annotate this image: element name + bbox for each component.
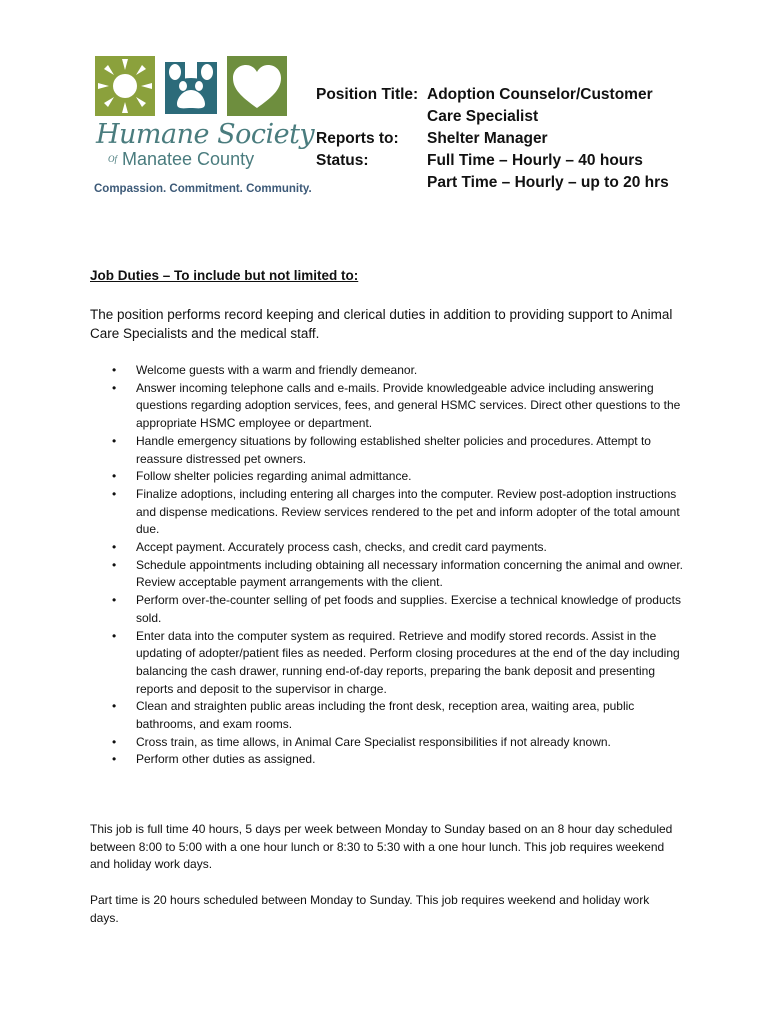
- list-item: • Handle emergency situations by following established shelter policies and procedures. Attempt to reassure distressed pet owners.: [90, 433, 690, 468]
- reports-to-row: [316, 128, 669, 150]
- list-item: • Clean and straighten public areas including the front desk, reception area, waiting area, public bathrooms, and exam rooms.: [90, 698, 690, 733]
- logo-icons: [95, 56, 287, 118]
- status-label: Status:: [316, 152, 369, 169]
- paw-icon: [161, 56, 221, 116]
- list-item: • Answer incoming telephone calls and e-mails. Provide knowledgeable advice including answering questions regarding adoption services, fees, and general HSMC services. Direct other questions to the appropriate HSMC employee or department.: [90, 380, 690, 433]
- position-title-row: [316, 84, 669, 128]
- logo-of: Of: [108, 154, 117, 164]
- list-item: • Welcome guests with a warm and friendly demeanor.: [90, 362, 690, 380]
- list-item: • Cross train, as time allows, in Animal Care Specialist responsibilities if not already known.: [90, 734, 690, 752]
- job-duties-heading: Job Duties – To include but not limited to:: [90, 268, 359, 283]
- logo-name: Humane Society: [96, 119, 315, 150]
- list-item: • Finalize adoptions, including entering all charges into the computer. Review post-adoption instructions and dispense medications. Review services rendered to the pet and inform adopter of the total amount due.: [90, 486, 690, 539]
- organization-logo: [92, 56, 315, 196]
- list-item: • Schedule appointments including obtaining all necessary information concerning the animal and owner. Review acceptable payment arrangements with the client.: [90, 557, 690, 592]
- intro-paragraph: The position performs record keeping and clerical duties in addition to providing support to Animal Care Specialists and the medical staff.: [90, 307, 673, 341]
- list-item: • Enter data into the computer system as required. Retrieve and modify stored records. Assist in the updating of adopter/patient files as needed. Perform closing procedures at the end of the day including balancing the cash drawer, running end-of-day reports, preparing the bank deposit and presenting reports and deposit to the supervisor in charge.: [90, 628, 690, 699]
- heart-icon: [227, 56, 287, 116]
- position-header: [316, 84, 669, 194]
- position-title-value: Adoption Counselor/Customer Care Specialist: [427, 86, 653, 125]
- part-time-paragraph: Part time is 20 hours scheduled between Monday to Sunday. This job requires weekend and holiday work days.: [90, 893, 650, 925]
- position-title-label: Position Title:: [316, 86, 419, 103]
- duties-list: [90, 362, 690, 769]
- list-item: • Accept payment. Accurately process cash, checks, and credit card payments.: [90, 539, 690, 557]
- status-value: Full Time – Hourly – 40 hours Part Time – Hourly – up to 20 hrs: [427, 152, 669, 191]
- list-item: • Perform other duties as assigned.: [90, 751, 690, 769]
- status-row: [316, 150, 669, 194]
- logo-tagline: Compassion. Commitment. Community.: [94, 183, 312, 195]
- reports-to-label: Reports to:: [316, 130, 399, 147]
- list-item: • Perform over-the-counter selling of pet foods and supplies. Exercise a technical knowledge of products sold.: [90, 592, 690, 627]
- list-item: • Follow shelter policies regarding animal admittance.: [90, 468, 690, 486]
- sun-icon: [95, 56, 155, 116]
- reports-to-value: Shelter Manager: [427, 130, 548, 147]
- full-time-paragraph: This job is full time 40 hours, 5 days per week between Monday to Sunday based on an 8 hour day scheduled between 8:00 to 5:00 with a one hour lunch or 8:30 to 5:30 with a one hour lunch. This job requires weekend and holiday work days.: [90, 822, 673, 872]
- logo-county: Manatee County: [122, 149, 255, 169]
